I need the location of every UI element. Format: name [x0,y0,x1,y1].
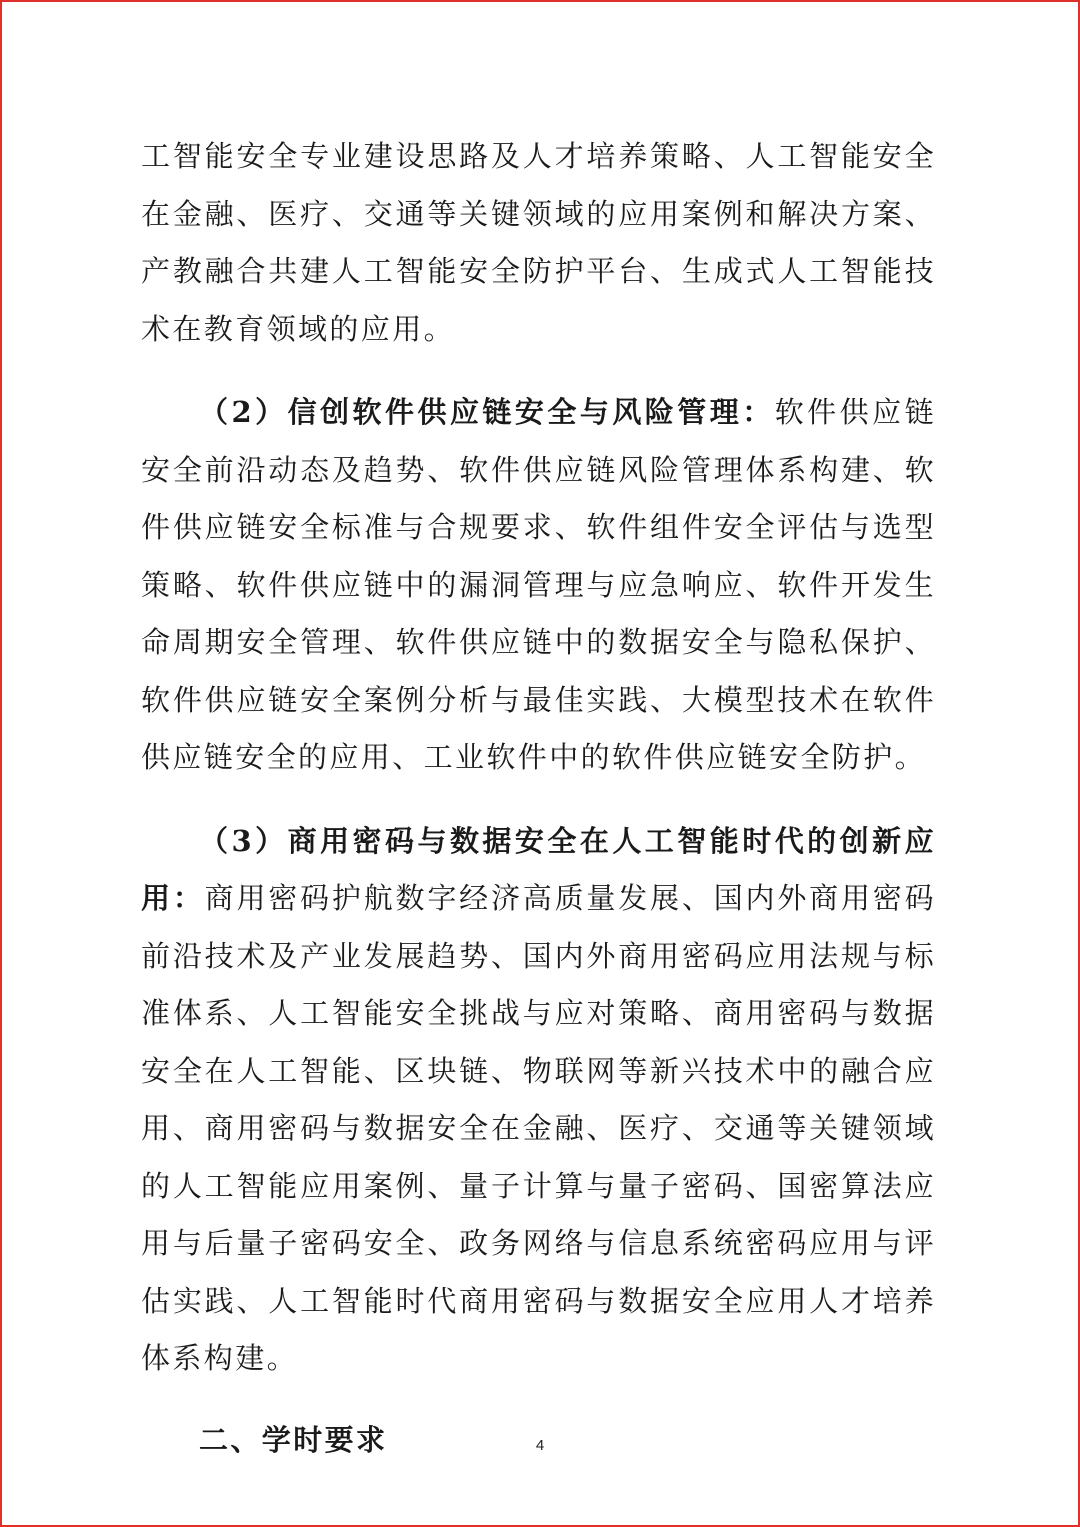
section-title-commercial-crypto: （3）商用密码与数据安全在人工智能时代的创新应用： [141,823,936,915]
document-body [141,128,936,1469]
section-body-commercial-crypto: 商用密码护航数字经济高质量发展、国内外商用密码前沿技术及产业发展趋势、国内外商用密码应用法规与标准体系、人工智能安全挑战与应对策略、商用密码与数据安全在人工智能、区块链、物联网等新兴技术中的融合应用、商用密码与数据安全在金融、医疗、交通等关键领域的人工智能应用案例、量子计算与量子密码、国密算法应用与后量子密码安全、政务网络与信息系统密码应用与评估实践、人工智能时代商用密码与数据安全应用人才培养体系构建。 [141,881,936,1375]
section-body-supply-chain: 软件供应链安全前沿动态及趋势、软件供应链风险管理体系构建、软件供应链安全标准与合规要求、软件组件安全评估与选型策略、软件供应链中的漏洞管理与应急响应、软件开发生命周期安全管理、软件供应链中的数据安全与隐私保护、软件供应链安全案例分析与最佳实践、大模型技术在软件供应链安全的应用、工业软件中的软件供应链安全防护。 [141,395,936,774]
paragraph-ai-security-continued: 工智能安全专业建设思路及人才培养策略、人工智能安全在金融、医疗、交通等关键领域的应用案例和解决方案、产教融合共建人工智能安全防护平台、生成式人工智能技术在教育领域的应用。 [141,139,936,346]
heading-study-hours: 二、学时要求 [199,1422,388,1457]
paragraph-supply-chain [141,384,936,787]
page-number: 4 [535,1437,545,1454]
section-title-supply-chain: （2）信创软件供应链安全与风险管理： [199,395,775,429]
paragraph-commercial-crypto [141,813,936,1388]
